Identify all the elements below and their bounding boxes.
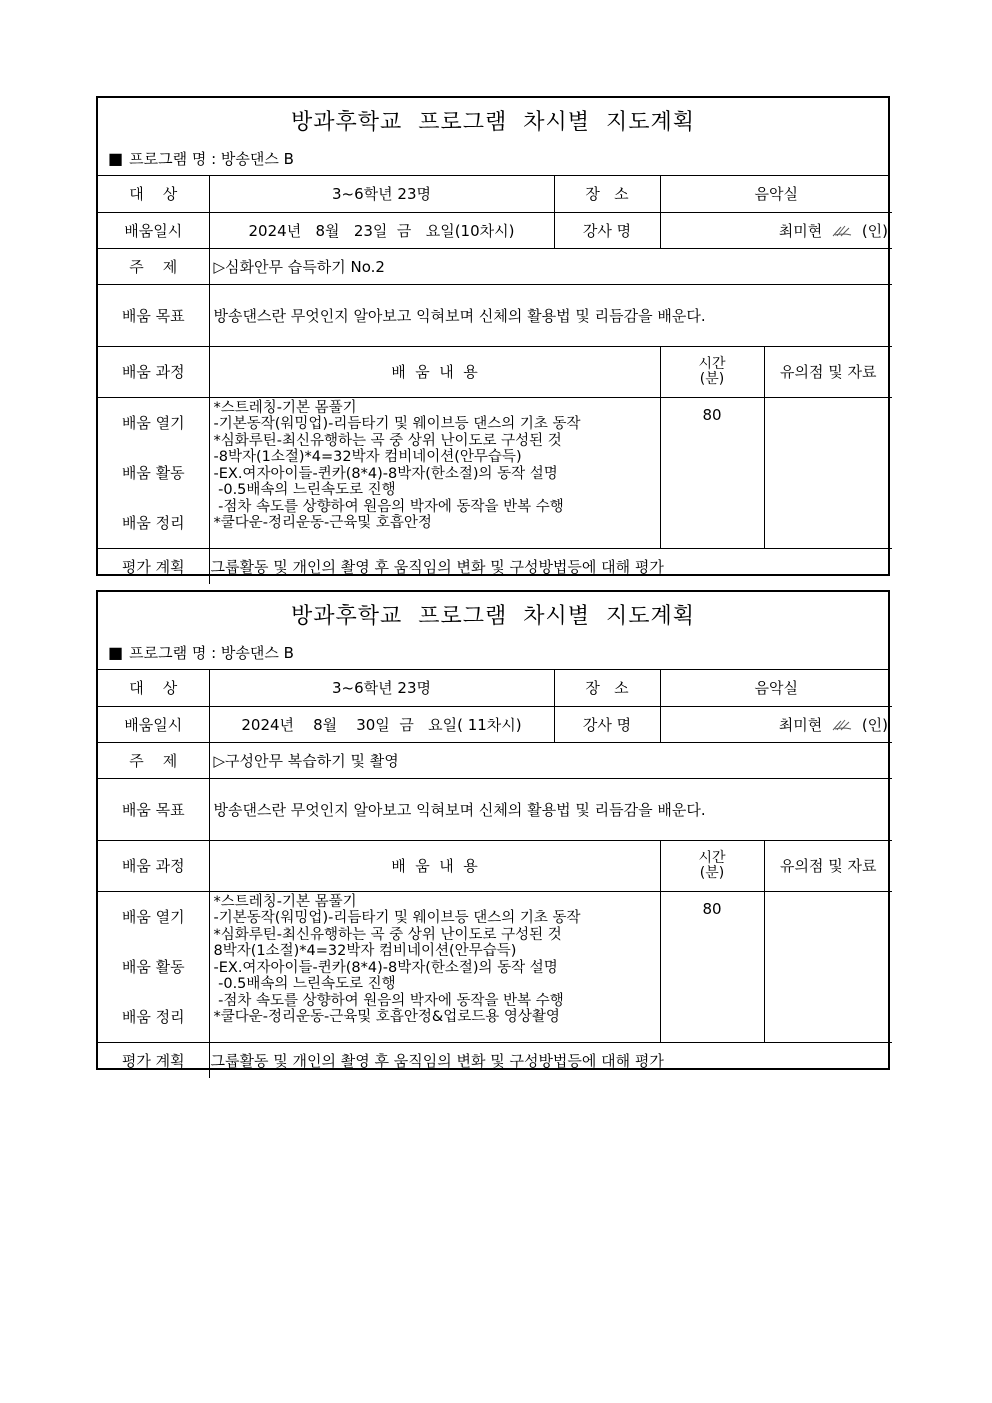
eval-value: 그룹활동 및 개인의 촬영 후 움직임의 변화 및 구성방법등에 대해 평가	[209, 548, 892, 584]
notes-cell	[764, 397, 892, 548]
topic-label: 주 제	[98, 742, 209, 778]
target-label: 대 상	[98, 176, 209, 212]
program-name-row	[98, 142, 888, 176]
goal-label: 배움 목표	[98, 778, 209, 840]
topic-value: ▷구성안무 복습하기 및 촬영	[209, 742, 892, 778]
instructor-name: 최미현	[778, 221, 823, 240]
content-line: *쿨다운-정리운동-근육및 호흡안정&업로드용 영상촬영	[213, 1009, 560, 1025]
square-bullet-icon: ■	[108, 149, 124, 168]
time-value: 80	[660, 397, 764, 548]
content-line: -기본동작(워밍업)-리듬타기 및 웨이브등 댄스의 기초 동작	[213, 910, 581, 926]
content-line: -기본동작(워밍업)-리듬타기 및 웨이브등 댄스의 기초 동작	[213, 416, 581, 432]
content-line: 8박자(1소절)*4=32박자 컴비네이션(안무습득)	[213, 943, 517, 959]
date-label: 배움일시	[98, 706, 209, 742]
target-label: 대 상	[98, 670, 209, 706]
program-name-row	[98, 636, 888, 670]
lesson-plan-2	[96, 590, 890, 1070]
signature-icon	[831, 224, 853, 238]
eval-label: 평가 계획	[98, 1042, 209, 1078]
content-line: *심화루틴-최신유행하는 곡 중 상위 난이도로 구성된 것	[213, 432, 562, 449]
time-header	[660, 840, 764, 891]
eval-value: 그룹활동 및 개인의 촬영 후 움직임의 변화 및 구성방법등에 대해 평가	[209, 1042, 892, 1078]
target-value: 3~6학년 23명	[209, 670, 554, 706]
notes-header: 유의점 및 자료	[764, 346, 892, 397]
step-open: 배움 열기	[121, 908, 185, 926]
content-line: *스트레칭-기본 몸풀기	[213, 893, 357, 910]
instructor-seal: (인)	[861, 715, 889, 734]
instructor-label: 강사 명	[554, 706, 660, 742]
process-label: 배움 과정	[98, 840, 209, 891]
goal-label: 배움 목표	[98, 284, 209, 346]
time-header	[660, 346, 764, 397]
content-line: -0.5배속의 느린속도로 진행	[213, 482, 396, 498]
content-line: -0.5배속의 느린속도로 진행	[213, 976, 396, 992]
square-bullet-icon: ■	[108, 643, 124, 662]
place-value: 음악실	[660, 670, 892, 706]
instructor-cell	[660, 706, 892, 742]
step-open: 배움 열기	[121, 414, 185, 432]
step-activity: 배움 활동	[121, 958, 185, 976]
topic-label: 주 제	[98, 248, 209, 284]
topic-value: ▷심화안무 습득하기 No.2	[209, 248, 892, 284]
date-label: 배움일시	[98, 212, 209, 248]
content-line: *쿨다운-정리운동-근육및 호흡안정	[213, 515, 432, 531]
goal-value: 방송댄스란 무엇인지 알아보고 익혀보며 신체의 활용법 및 리듬감을 배운다.	[209, 778, 892, 840]
plan-table	[98, 176, 892, 584]
steps-cell	[98, 397, 209, 548]
lesson-plan-1	[96, 96, 890, 576]
content-line: -EX.여자아이들-퀸카(8*4)-8박자(한소절)의 동작 설명	[213, 959, 558, 976]
place-label: 장 소	[554, 670, 660, 706]
instructor-seal: (인)	[861, 221, 889, 240]
instructor-label: 강사 명	[554, 212, 660, 248]
notes-cell	[764, 891, 892, 1042]
content-line: -점차 속도를 상향하여 원음의 박자에 동작을 반복 수행	[213, 498, 564, 515]
content-cell	[209, 891, 660, 1042]
instructor-name: 최미현	[778, 715, 823, 734]
content-line: *스트레칭-기본 몸풀기	[213, 399, 357, 416]
step-close: 배움 정리	[121, 514, 185, 532]
process-label: 배움 과정	[98, 346, 209, 397]
time-header-line-2: (분)	[699, 370, 725, 387]
content-header: 배 움 내 용	[209, 840, 660, 891]
program-name: 프로그램 명 : 방송댄스 B	[129, 150, 294, 168]
content-line: -8박자(1소절)*4=32박자 컴비네이션(안무습득)	[213, 449, 522, 465]
content-line: *심화루틴-최신유행하는 곡 중 상위 난이도로 구성된 것	[213, 926, 562, 943]
time-header-line-1: 시간	[698, 849, 726, 866]
step-close: 배움 정리	[121, 1008, 185, 1026]
program-name: 프로그램 명 : 방송댄스 B	[129, 644, 294, 662]
goal-value: 방송댄스란 무엇인지 알아보고 익혀보며 신체의 활용법 및 리듬감을 배운다.	[209, 284, 892, 346]
instructor-cell	[660, 212, 892, 248]
time-header-line-1: 시간	[698, 355, 726, 372]
time-value: 80	[660, 891, 764, 1042]
eval-label: 평가 계획	[98, 548, 209, 584]
signature-icon	[831, 718, 853, 732]
content-line: -EX.여자아이들-퀸카(8*4)-8박자(한소절)의 동작 설명	[213, 465, 558, 482]
place-label: 장 소	[554, 176, 660, 212]
plan-title: 방과후학교 프로그램 차시별 지도계획	[290, 109, 695, 135]
date-value: 2024년 8월 23일 금 요일(10차시)	[209, 212, 554, 248]
target-value: 3~6학년 23명	[209, 176, 554, 212]
notes-header: 유의점 및 자료	[764, 840, 892, 891]
time-header-line-2: (분)	[699, 864, 725, 881]
content-line: -점차 속도를 상향하여 원음의 박자에 동작을 반복 수행	[213, 992, 564, 1009]
content-header: 배 움 내 용	[209, 346, 660, 397]
plan-title: 방과후학교 프로그램 차시별 지도계획	[290, 603, 695, 629]
content-cell	[209, 397, 660, 548]
date-value: 2024년 8월 30일 금 요일( 11차시)	[209, 706, 554, 742]
steps-cell	[98, 891, 209, 1042]
step-activity: 배움 활동	[121, 464, 185, 482]
plan-table	[98, 670, 892, 1078]
place-value: 음악실	[660, 176, 892, 212]
